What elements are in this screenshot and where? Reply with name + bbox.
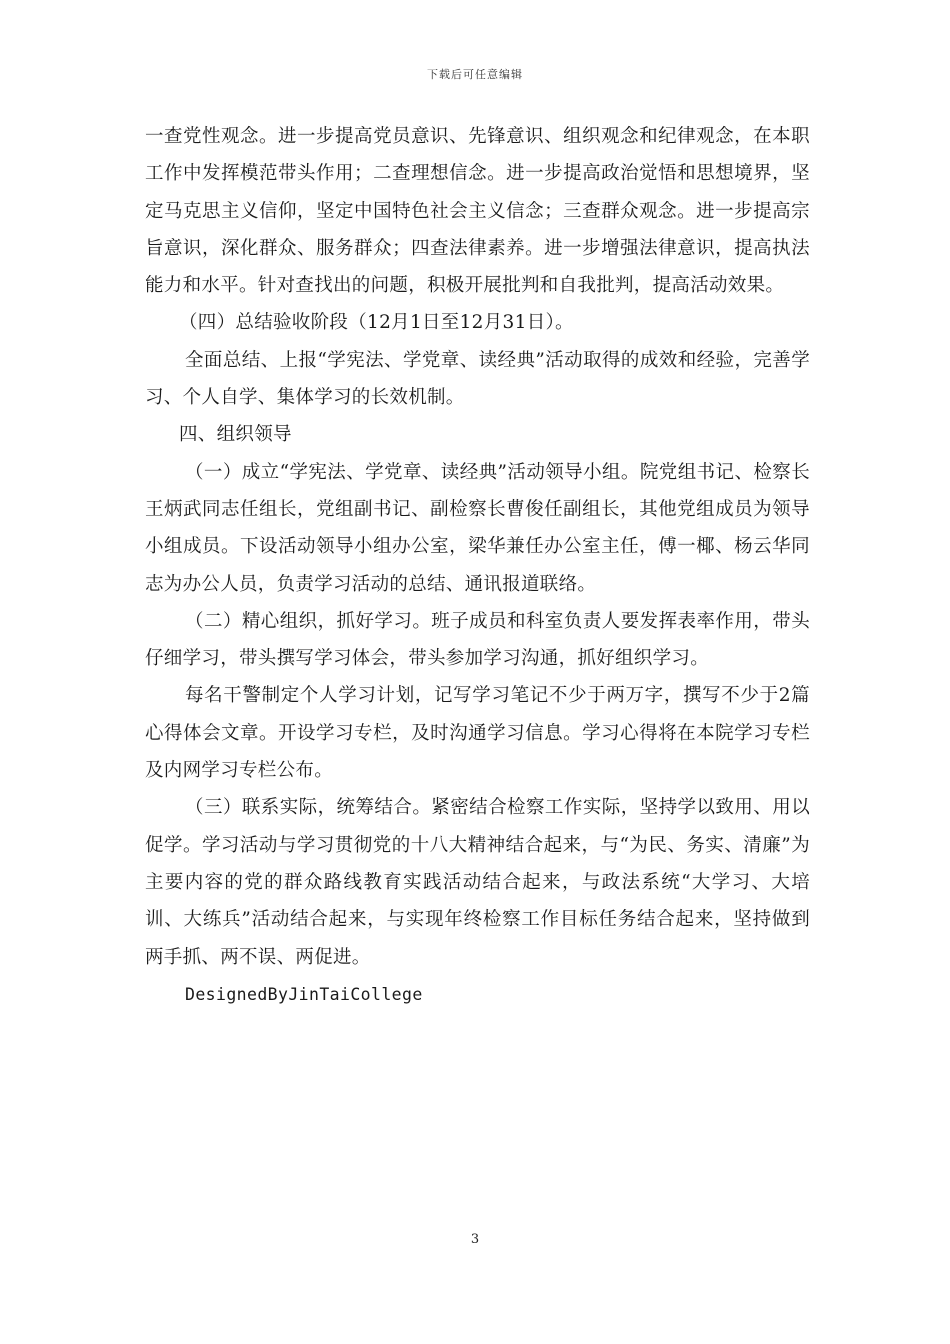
page-number: 3 — [470, 1232, 480, 1247]
document-body — [145, 118, 810, 1013]
paragraph-study-plan: 每名干警制定个人学习计划，记写学习笔记不少于两万字，撰写不少于2篇心得体会文章。开设学习专栏，及时沟通学习信息。学习心得将在本院学习专栏及内网学习专栏公布。 — [145, 685, 810, 782]
paragraph-leading-group: （一）成立“学宪法、学党章、读经典”活动领导小组。院党组书记、检察长王炳武同志任组长，党组副书记、副检察长曹俊任副组长，其他党组成员为领导小组成员。下设活动领导小组办公室，梁华兼任办公室主任，傅一椰、杨云华同志为办公人员，负责学习活动的总结、通讯报道联络。 — [145, 461, 810, 595]
paragraph-careful-organization: （二）精心组织，抓好学习。班子成员和科室负责人要发挥表率作用，带头仔细学习，带头撰写学习体会，带头参加学习沟通，抓好组织学习。 — [145, 610, 810, 670]
page-header: 下载后可任意编辑 — [427, 68, 523, 81]
paragraph-integration: （三）联系实际，统筹结合。紧密结合检察工作实际，坚持学以致用、用以促学。学习活动与学习贯彻党的十八大精神结合起来，与“为民、务实、清廉”为主要内容的党的群众路线教育实践活动结合起来，与政法系统“大学习、大培训、大练兵”活动结合起来，与实现年终检察工作目标任务结合起来，坚持做到两手抓、两不误、两促进。 — [145, 797, 810, 968]
paragraph-inspection-items: 一查党性观念。进一步提高党员意识、先锋意识、组织观念和纪律观念，在本职工作中发挥模范带头作用；二查理想信念。进一步提高政治觉悟和思想境界，坚定马克思主义信仰，坚定中国特色社会主义信念；三查群众观念。进一步提高宗旨意识，深化群众、服务群众；四查法律素养。进一步增强法律意识，提高执法能力和水平。针对查找出的问题，积极开展批判和自我批判，提高活动效果。 — [145, 126, 810, 297]
signature-line: DesignedByJinTaiCollege — [185, 984, 423, 1004]
paragraph-summary-content: 全面总结、上报“学宪法、学党章、读经典”活动取得的成效和经验，完善学习、个人自学、集体学习的长效机制。 — [145, 349, 810, 409]
section-heading-summary-stage: （四）总结验收阶段（12月1日至12月31日）。 — [179, 312, 574, 334]
section-heading-organization: 四、组织领导 — [179, 424, 292, 446]
